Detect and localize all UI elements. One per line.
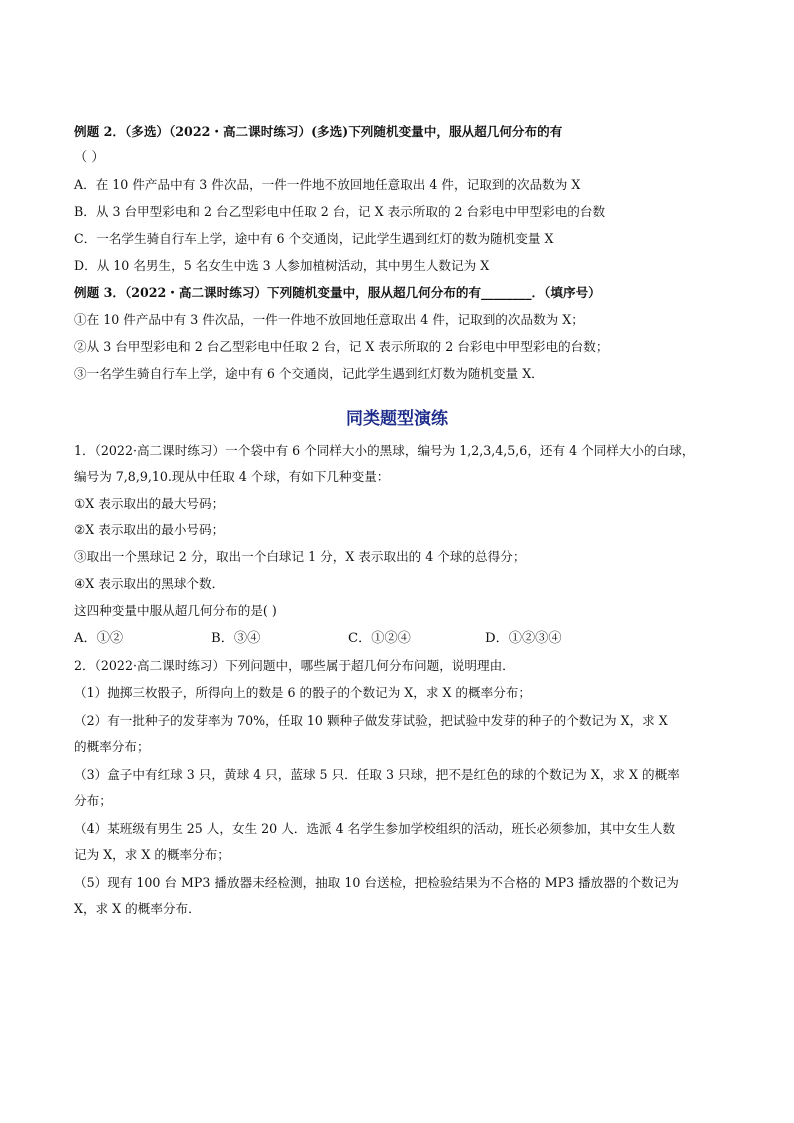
q1-item-3: ③取出一个黑球记 2 分，取出一个白球记 1 分，X 表示取出的 4 个球的总得分； — [74, 549, 526, 564]
q1-item-4: ④X 表示取出的黑球个数． — [74, 576, 225, 591]
q2-line-5: 分布； — [74, 793, 112, 808]
example-2-option-d: D．从 10 名男生，5 名女生中选 3 人参加植树活动，其中男生人数记为 X — [74, 258, 490, 273]
q1-choice-b: B．③④ — [211, 631, 261, 646]
q1-stem-line-2: 编号为 7,8,9,10.现从中任取 4 个球，有如下几种变量： — [74, 469, 390, 484]
example-3-item-2: ②从 3 台甲型彩电和 2 台乙型彩电中任取 2 台，记 X 表示所取的 2 台彩电中甲型彩电的台数； — [74, 339, 609, 354]
q1-choice-c: C．①②④ — [348, 631, 411, 646]
q2-line-9: X，求 X 的概率分布． — [74, 901, 201, 916]
q2-line-6: （4）某班级有男生 25 人，女生 20 人．选派 4 名学生参加学校组织的活动，班长必须参加，其中女生人数 — [74, 821, 676, 836]
q1-item-1: ①X 表示取出的最大号码； — [74, 496, 225, 511]
q2-line-1: （1）抛掷三枚骰子，所得向上的数是 6 的骰子的个数记为 X，求 X 的概率分布； — [74, 685, 531, 700]
example-3-item-3: ③一名学生骑自行车上学，途中有 6 个交通岗，记此学生遇到红灯数为随机变量 X． — [74, 366, 544, 381]
example-3-item-1: ①在 10 件产品中有 3 件次品，一件一件地不放回地任意取出 4 件，记取到的次品数为 X； — [74, 312, 584, 327]
q2-line-3: 的概率分布； — [74, 739, 150, 754]
q1-item-2: ②X 表示取出的最小号码； — [74, 522, 225, 537]
q2-line-4: （3）盒子中有红球 3 只，黄球 4 只，蓝球 5 只．任取 3 只球，把不是红色的球的个数记为 X，求 X 的概率 — [74, 767, 680, 782]
example-3-stem: 例题 3．（2022・高二课时练习）下列随机变量中，服从超几何分布的有________．（填序号） — [74, 285, 601, 300]
section-title: 同类题型演练 — [346, 409, 448, 429]
q1-choice-d: D．①②③④ — [485, 631, 562, 646]
example-2-stem: 例题 2．（多选）（2022・高二课时练习）(多选)下列随机变量中，服从超几何分布的有 — [74, 124, 563, 139]
q1-question: 这四种变量中服从超几何分布的是( ) — [74, 603, 277, 618]
q1-stem-line-1: 1．（2022·高二课时练习）一个袋中有 6 个同样大小的黑球，编号为 1,2,3,4,5,6，还有 4 个同样大小的白球， — [74, 443, 695, 458]
example-2-option-c: C．一名学生骑自行车上学，途中有 6 个交通岗，记此学生遇到红灯的数为随机变量 X — [74, 231, 554, 246]
q1-choice-a: A．①② — [74, 631, 124, 646]
q2-line-2: （2）有一批种子的发芽率为 70%，任取 10 颗种子做发芽试验，把试验中发芽的种子的个数记为 X，求 X — [74, 713, 668, 728]
example-2-option-a: A．在 10 件产品中有 3 件次品，一件一件地不放回地任意取出 4 件，记取到的次品数为 X — [74, 177, 581, 192]
q2-line-7: 记为 X，求 X 的概率分布； — [74, 847, 230, 862]
q2-stem: 2．（2022·高二课时练习）下列问题中，哪些属于超几何分布问题，说明理由． — [74, 658, 515, 673]
example-2-option-b: B．从 3 台甲型彩电和 2 台乙型彩电中任取 2 台，记 X 表示所取的 2 台彩电中甲型彩电的台数 — [74, 204, 606, 219]
q2-line-8: （5）现有 100 台 MP3 播放器未经检测，抽取 10 台送检，把检验结果为不合格的 MP3 播放器的个数记为 — [74, 875, 679, 890]
example-2-answer-blank: （ ） — [74, 150, 105, 165]
